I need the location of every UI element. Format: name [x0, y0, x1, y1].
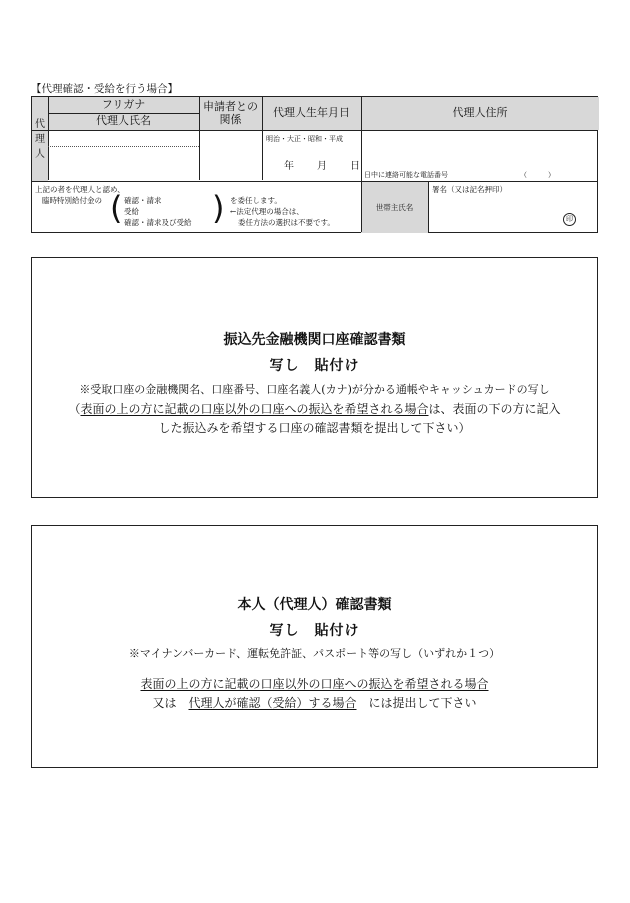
seal-icon: 印: [563, 206, 576, 226]
option-both[interactable]: 確認・請求及び受給: [124, 218, 192, 227]
id-doc-condition-2: 又は 代理人が確認（受給）する場合 には提出して下さい: [152, 696, 477, 710]
delegation-options: [124, 195, 192, 228]
birthdate-header: 代理人生年月日: [273, 106, 350, 120]
delegation-notes: を委任します。 ←法定代理の場合は、 委任方法の選択は不要です。: [230, 196, 335, 227]
section-title: 【代理確認・受給を行う場合】: [31, 83, 178, 95]
phone-label: 日中に連絡可能な電話番号: [364, 171, 448, 179]
address-field[interactable]: [362, 131, 599, 167]
phone-parens: （ ）: [520, 171, 555, 179]
day-unit: 日: [350, 161, 360, 172]
delegation-line1: 上記の者を代理人と認め、: [35, 185, 125, 194]
bank-doc-condition: （表面の上の方に記載の口座以外の口座への振込を希望される場合は、表面の下の方に記入: [68, 402, 561, 416]
id-doc-condition-1: 表面の上の方に記載の口座以外の口座への振込を希望される場合: [140, 677, 489, 691]
id-doc-title: 本人（代理人）確認書類: [237, 597, 392, 613]
relationship-header: 申請者との関係: [203, 99, 258, 126]
bank-document-paste-area[interactable]: [31, 257, 598, 498]
bank-doc-underlined: 表面の上の方に記載の口座以外の口座への振込を希望される場合: [80, 402, 429, 416]
delegation-line2: 臨時特別給付金の: [42, 196, 102, 205]
era-options: 明治・大正・昭和・平成: [266, 135, 343, 143]
bank-doc-condition-2: した振込みを希望する口座の確認書類を提出して下さい）: [158, 421, 471, 435]
signature-label: 署名（又は記名押印）: [432, 185, 507, 194]
household-head-label: 世帯主氏名: [375, 202, 414, 212]
bank-doc-note: ※受取口座の金融機関名、口座番号、口座名義人(カナ)が分かる通帳やキャッシュカードの写し: [79, 383, 550, 396]
year-unit: 年: [284, 161, 294, 172]
address-header: 代理人住所: [452, 106, 508, 120]
id-doc-subtitle: 写し 貼付け: [269, 623, 360, 639]
bank-doc-title: 振込先金融機関口座確認書類: [223, 332, 406, 348]
proxy-vertical-label: 代 理 人: [35, 119, 45, 160]
id-document-paste-area[interactable]: [31, 525, 598, 768]
month-unit: 月: [317, 161, 327, 172]
brace-close: ): [212, 189, 225, 227]
relationship-field[interactable]: [199, 131, 262, 181]
bank-doc-subtitle: 写し 貼付け: [269, 358, 360, 374]
proxy-name-header: 代理人氏名: [96, 114, 151, 128]
proxy-name-field[interactable]: [48, 147, 199, 181]
furigana-header: フリガナ: [101, 97, 146, 111]
id-doc-note: ※マイナンバーカード、運転免許証、パスポート等の写し（いずれか１つ）: [128, 647, 501, 660]
option-confirm-request[interactable]: 確認・請求: [124, 196, 162, 205]
option-receive[interactable]: 受給: [124, 207, 139, 216]
proxy-form: [31, 96, 598, 233]
brace-open: (: [110, 189, 123, 227]
furigana-field[interactable]: [48, 131, 199, 146]
